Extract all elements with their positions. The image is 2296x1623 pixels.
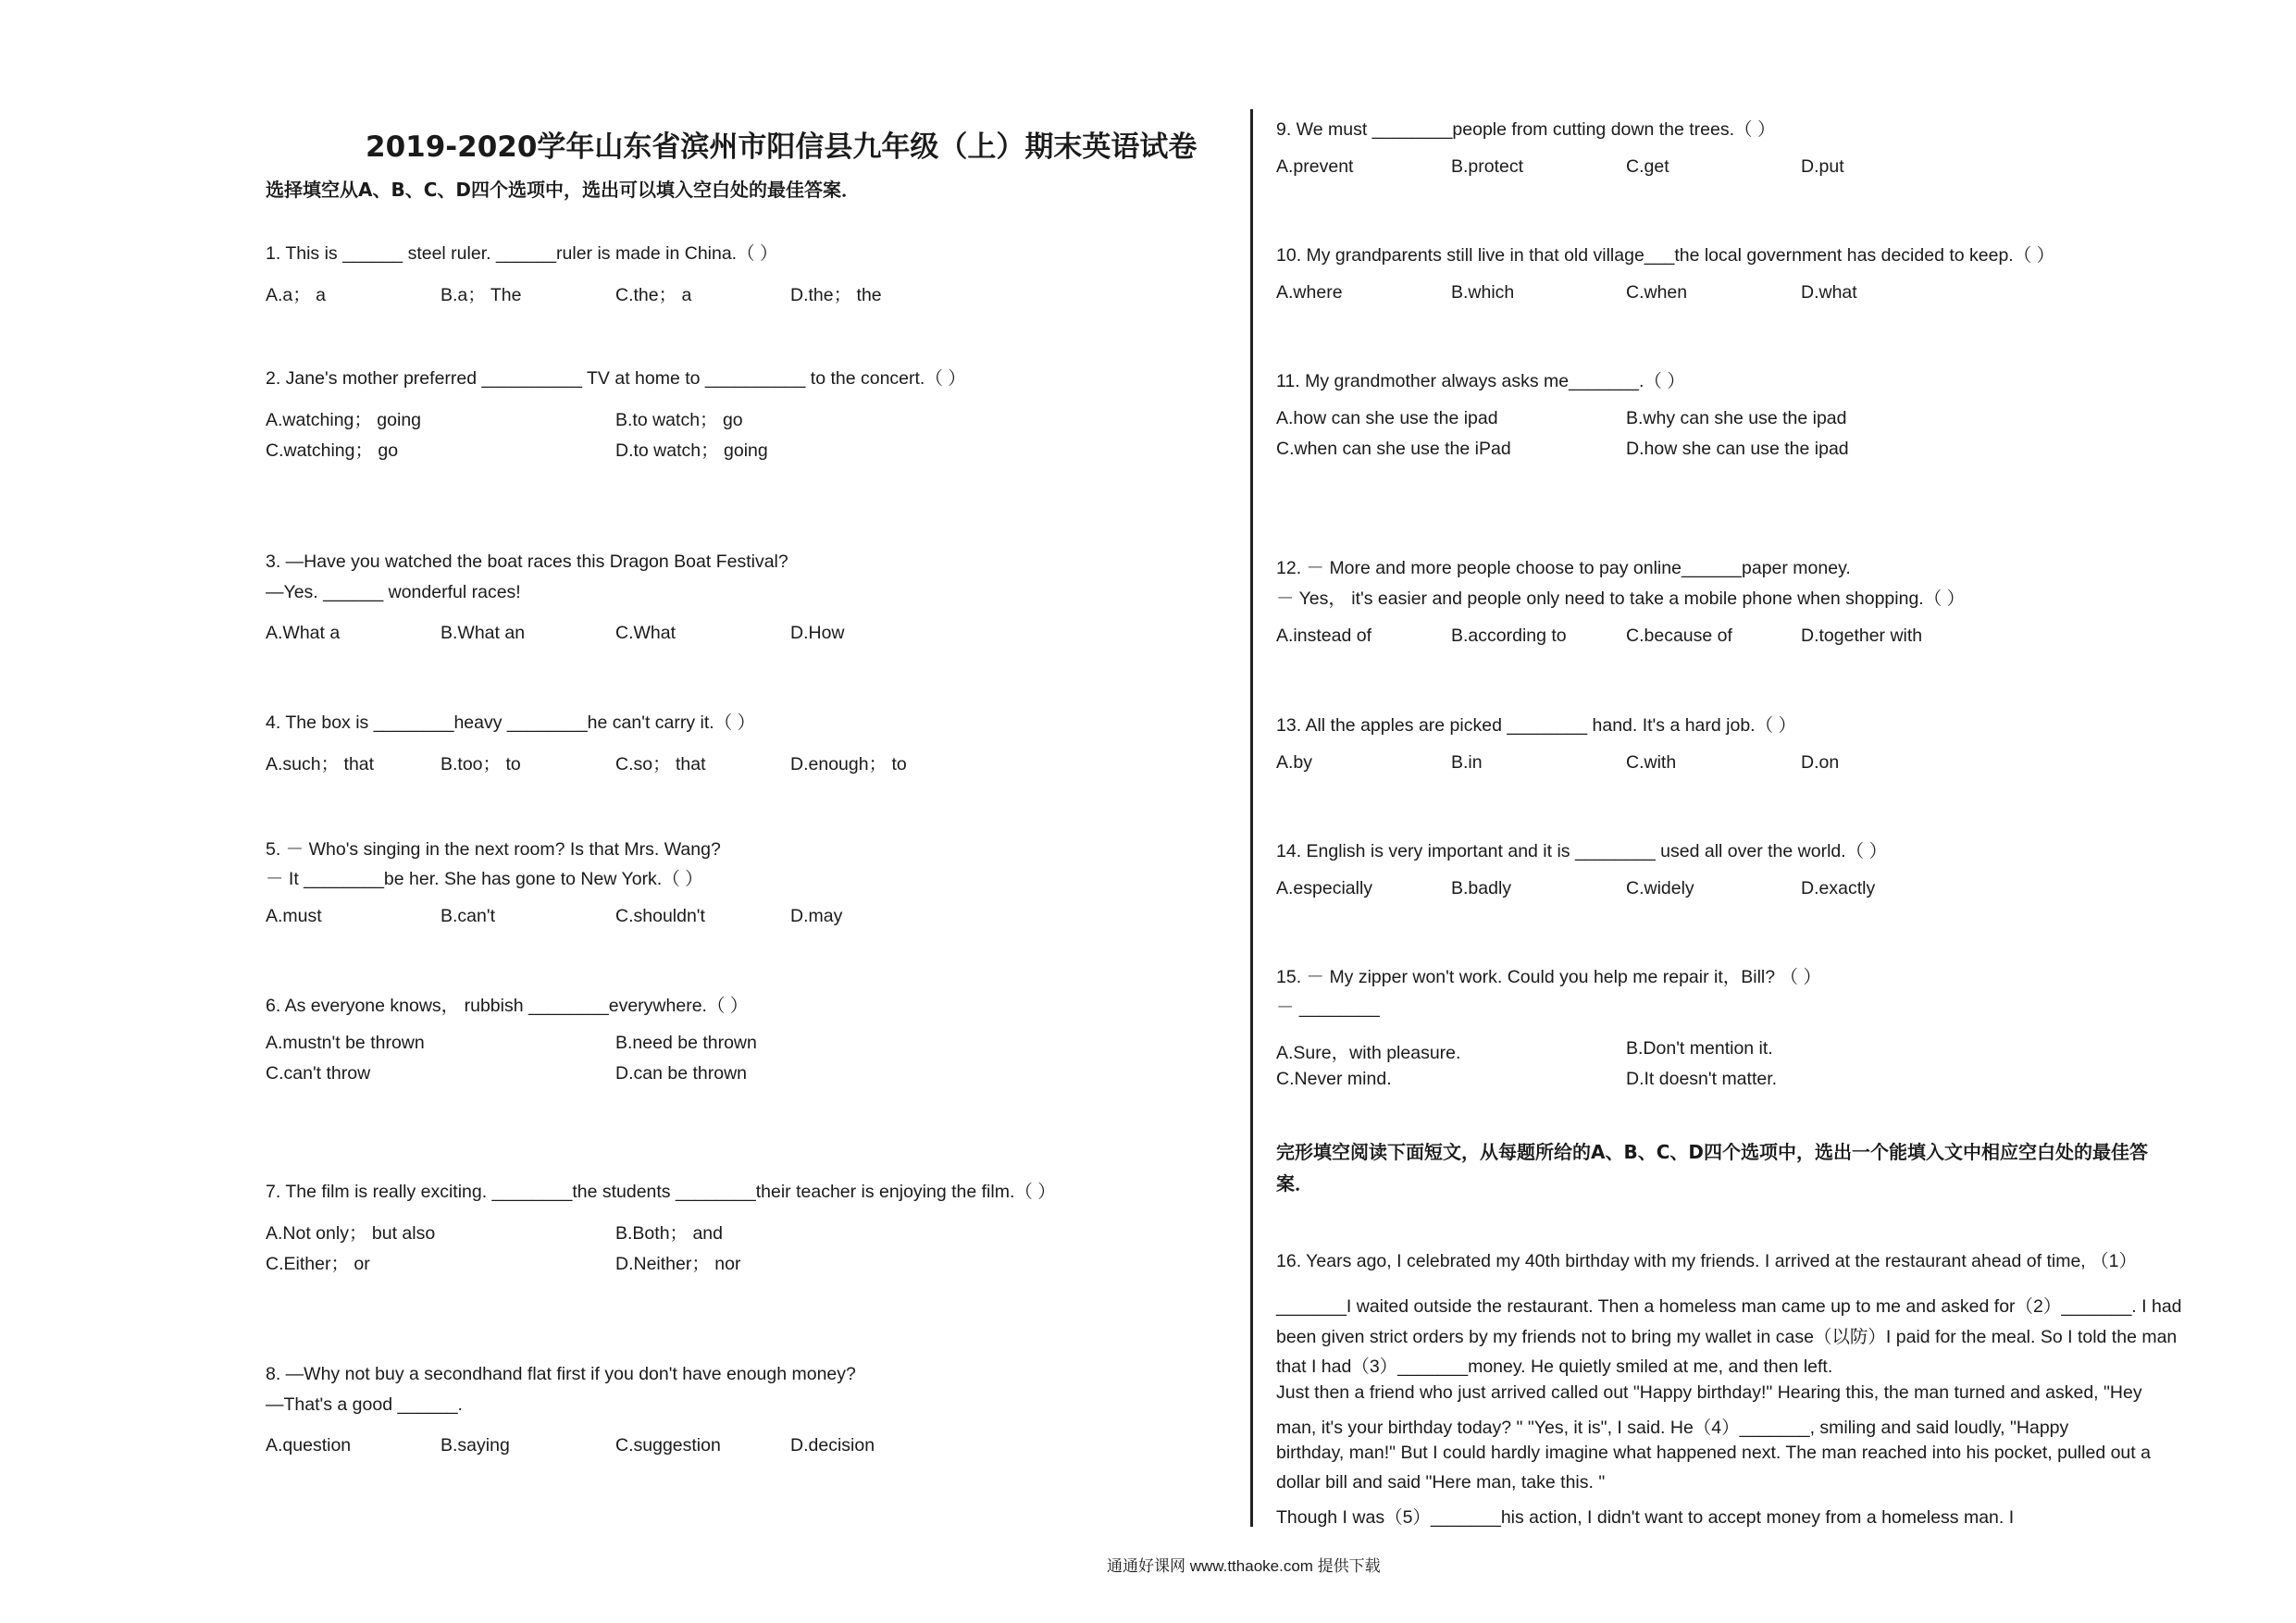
question-6-option-a[interactable]: A.mustn't be thrown [266, 1033, 425, 1053]
question-5-option-a[interactable]: A.must [266, 906, 322, 926]
question-8-option-c[interactable]: C.suggestion [615, 1435, 721, 1456]
cloze-instruction-line-1: 完形填空阅读下面短文，从每题所给的A、B、C、D四个选项中，选出一个能填入文中相应空白处的最佳答 [1276, 1141, 2149, 1163]
question-7-option-b[interactable]: B.Both； and [615, 1223, 723, 1244]
page-title: 2019-2020学年山东省滨州市阳信县九年级（上）期末英语试卷 [366, 130, 1198, 164]
question-4-stem-line-1: 4. The box is ________heavy ________he can't carry it.（ ） [266, 712, 756, 733]
question-13-stem-line-1: 13. All the apples are picked ________ hand. It's a hard job.（ ） [1276, 715, 1797, 736]
question-15-option-a[interactable]: A.Sure，with pleasure. [1276, 1043, 1461, 1063]
question-15-option-b[interactable]: B.Don't mention it. [1626, 1038, 1773, 1059]
passage-line-4: Just then a friend who just arrived called out "Happy birthday!" Hearing this, the man turned and asked, "Hey [1276, 1382, 2142, 1403]
question-14-option-d[interactable]: D.exactly [1801, 878, 1876, 898]
question-11-option-d[interactable]: D.how she can use the ipad [1626, 439, 1849, 459]
question-10-option-d[interactable]: D.what [1801, 282, 1857, 303]
question-10-option-b[interactable]: B.which [1451, 282, 1515, 303]
question-5-stem-line-1: 5. － Who's singing in the next room? Is that Mrs. Wang? [266, 839, 721, 860]
question-14-option-b[interactable]: B.badly [1451, 878, 1512, 898]
question-3-option-c[interactable]: C.What [615, 623, 676, 643]
question-8-stem-line-2: —That's a good ______. [266, 1394, 463, 1415]
question-12-option-c[interactable]: C.because of [1626, 626, 1732, 646]
question-14-stem-line-1: 14. English is very important and it is ________ used all over the world.（ ） [1276, 841, 1888, 861]
question-14-option-c[interactable]: C.widely [1626, 878, 1694, 898]
question-3-stem-line-1: 3. —Have you watched the boat races this Dragon Boat Festival? [266, 551, 788, 572]
question-11-option-b[interactable]: B.why can she use the ipad [1626, 408, 1847, 428]
question-11-option-c[interactable]: C.when can she use the iPad [1276, 439, 1511, 459]
question-8-stem-line-1: 8. —Why not buy a secondhand flat first if you don't have enough money? [266, 1364, 856, 1384]
question-10-option-a[interactable]: A.where [1276, 282, 1343, 303]
question-4-option-b[interactable]: B.too； to [441, 754, 521, 774]
question-15-stem-line-1: 15. － My zipper won't work. Could you help me repair it，Bill? （ ） [1276, 967, 1821, 987]
question-3-option-a[interactable]: A.What a [266, 623, 341, 643]
question-2-option-b[interactable]: B.to watch； go [615, 410, 743, 430]
column-divider [1250, 109, 1253, 1527]
question-2-option-c[interactable]: C.watching； go [266, 440, 399, 461]
passage-line-5: man, it's your birthday today? " "Yes, it is", I said. He（4）_______, smiling and said loudly, "Happy [1276, 1418, 2069, 1438]
question-2-option-a[interactable]: A.watching； going [266, 410, 422, 430]
question-5-stem-line-2: － It ________be her. She has gone to New York.（ ） [266, 869, 703, 889]
question-9-option-c[interactable]: C.get [1626, 156, 1669, 177]
question-4-option-a[interactable]: A.such； that [266, 754, 375, 774]
passage-first-line: 16. Years ago, I celebrated my 40th birthday with my friends. I arrived at the restaurant ahead of time, （1） [1276, 1251, 2137, 1271]
question-9-option-a[interactable]: A.prevent [1276, 156, 1354, 177]
question-10-stem-line-1: 10. My grandparents still live in that old village___the local government has decided to keep.（ ） [1276, 245, 2055, 266]
question-1-option-d[interactable]: D.the； the [790, 285, 882, 305]
question-15-option-c[interactable]: C.Never mind. [1276, 1069, 1392, 1089]
passage-line-7: dollar bill and said "Here man, take this. " [1276, 1472, 1606, 1493]
question-4-option-c[interactable]: C.so； that [615, 754, 706, 774]
question-14-option-a[interactable]: A.especially [1276, 878, 1373, 898]
question-15-stem-line-2: － ________ [1276, 997, 1380, 1018]
question-13-option-b[interactable]: B.in [1451, 752, 1483, 773]
passage-line-3: that I had（3）_______money. He quietly smiled at me, and then left. [1276, 1357, 1833, 1377]
question-3-option-b[interactable]: B.What an [441, 623, 526, 643]
passage-line-2: been given strict orders by my friends not to bring my wallet in case（以防）I paid for the meal. So I told the man [1276, 1327, 2178, 1347]
question-11-stem-line-1: 11. My grandmother always asks me_______.（ ） [1276, 371, 1685, 391]
question-10-option-c[interactable]: C.when [1626, 282, 1688, 303]
question-3-option-d[interactable]: D.How [790, 623, 845, 643]
question-4-option-d[interactable]: D.enough； to [790, 754, 907, 774]
question-11-option-a[interactable]: A.how can she use the ipad [1276, 408, 1498, 428]
section-instruction: 选择填空从A、B、C、D四个选项中，选出可以填入空白处的最佳答案． [266, 179, 861, 201]
question-13-option-c[interactable]: C.with [1626, 752, 1677, 773]
question-5-option-d[interactable]: D.may [790, 906, 843, 926]
question-1-option-a[interactable]: A.a； a [266, 285, 327, 305]
question-7-stem-line-1: 7. The film is really exciting. ________the students ________their teacher is enjoying the film.（ ） [266, 1182, 1056, 1202]
question-6-option-b[interactable]: B.need be thrown [615, 1033, 757, 1053]
passage-line-1: _______I waited outside the restaurant. Then a homeless man came up to me and asked for（2）_______. I had [1276, 1296, 2182, 1317]
question-8-option-b[interactable]: B.saying [441, 1435, 510, 1456]
question-8-option-d[interactable]: D.decision [790, 1435, 875, 1456]
question-6-stem-line-1: 6. As everyone knows， rubbish ________everywhere.（ ） [266, 996, 749, 1016]
question-9-option-b[interactable]: B.protect [1451, 156, 1524, 177]
question-15-option-d[interactable]: D.It doesn't matter. [1626, 1069, 1778, 1089]
question-12-option-d[interactable]: D.together with [1801, 626, 1923, 646]
passage-line-8: Though I was（5）_______his action, I didn't want to accept money from a homeless man. I [1276, 1507, 2015, 1528]
page-footer: 通通好课网 www.tthaoke.com 提供下载 [1107, 1557, 1381, 1575]
question-3-stem-line-2: —Yes. ______ wonderful races! [266, 582, 521, 602]
question-5-option-c[interactable]: C.shouldn't [615, 906, 705, 926]
question-12-stem-line-1: 12. － More and more people choose to pay online______paper money. [1276, 558, 1851, 578]
question-6-option-d[interactable]: D.can be thrown [615, 1063, 747, 1084]
question-2-option-d[interactable]: D.to watch； going [615, 440, 768, 461]
question-13-option-d[interactable]: D.on [1801, 752, 1840, 773]
question-1-option-b[interactable]: B.a； The [441, 285, 522, 305]
passage-line-6: birthday, man!" But I could hardly imagine what happened next. The man reached into his pocket, pulled out a [1276, 1443, 2151, 1463]
question-7-option-d[interactable]: D.Neither； nor [615, 1254, 741, 1274]
question-5-option-b[interactable]: B.can't [441, 906, 496, 926]
question-2-stem-line-1: 2. Jane's mother preferred __________ TV at home to __________ to the concert.（ ） [266, 368, 966, 389]
question-6-option-c[interactable]: C.can't throw [266, 1063, 371, 1084]
cloze-instruction-line-2: 案． [1276, 1172, 1313, 1195]
question-12-option-b[interactable]: B.according to [1451, 626, 1567, 646]
question-12-stem-line-2: － Yes， it's easier and people only need to take a mobile phone when shopping.（ ） [1276, 588, 1966, 609]
question-13-option-a[interactable]: A.by [1276, 752, 1313, 773]
question-9-stem-line-1: 9. We must ________people from cutting down the trees.（ ） [1276, 119, 1776, 140]
question-7-option-a[interactable]: A.Not only； but also [266, 1223, 436, 1244]
question-12-option-a[interactable]: A.instead of [1276, 626, 1371, 646]
question-8-option-a[interactable]: A.question [266, 1435, 352, 1456]
question-7-option-c[interactable]: C.Either； or [266, 1254, 370, 1274]
question-1-option-c[interactable]: C.the； a [615, 285, 692, 305]
question-1-stem-line-1: 1. This is ______ steel ruler. ______ruler is made in China.（ ） [266, 243, 778, 264]
question-9-option-d[interactable]: D.put [1801, 156, 1844, 177]
